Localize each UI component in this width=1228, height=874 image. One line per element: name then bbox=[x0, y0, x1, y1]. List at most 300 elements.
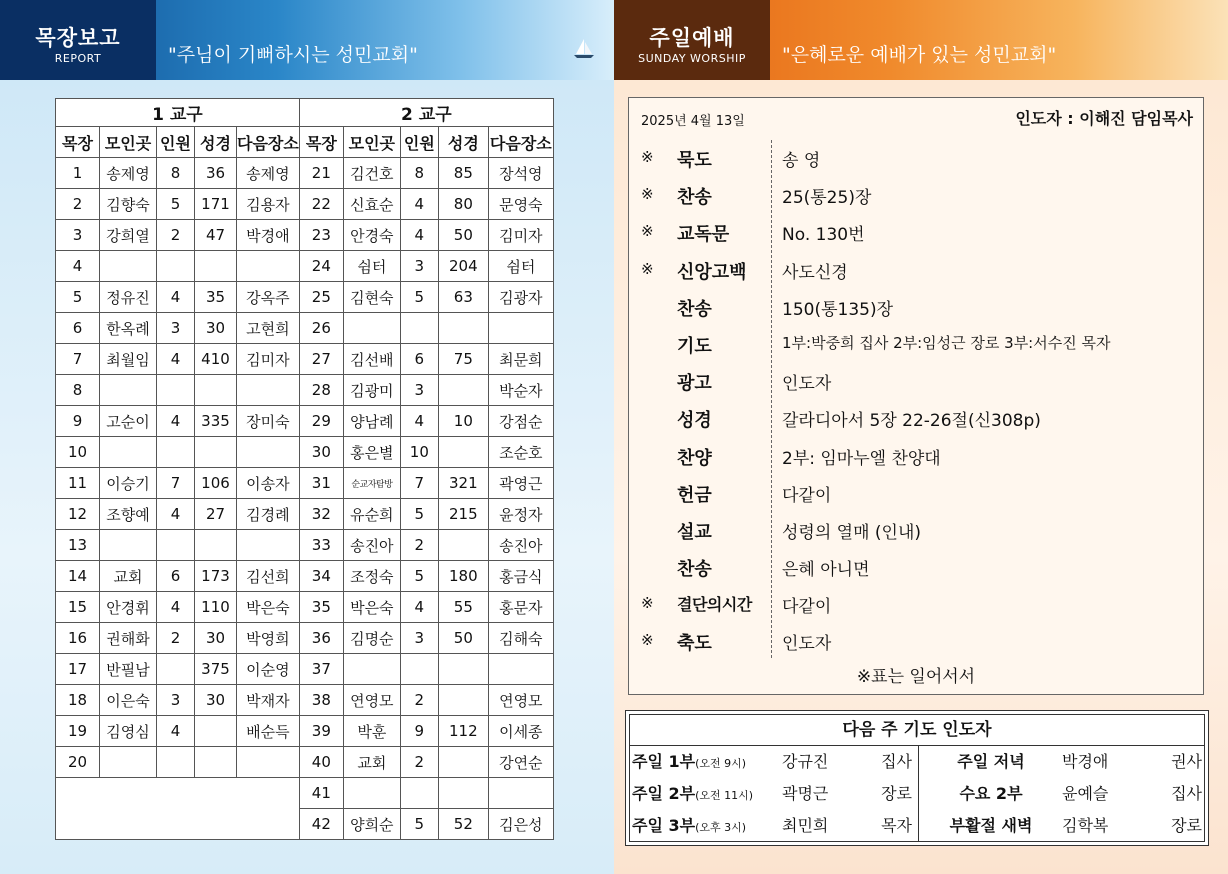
worship-item-value: 2부: 임마누엘 찬양대 bbox=[782, 448, 941, 469]
table-cell: 33 bbox=[299, 530, 343, 561]
service-time: (오후 3시) bbox=[695, 821, 747, 834]
next-week-prayer-box bbox=[625, 710, 1209, 846]
table-row bbox=[56, 437, 554, 468]
table-cell bbox=[100, 251, 157, 282]
table-cell: 4 bbox=[157, 592, 195, 623]
table-cell: 2 bbox=[56, 189, 100, 220]
table-cell: 34 bbox=[299, 561, 343, 592]
table-cell bbox=[343, 778, 400, 809]
table-cell: 3 bbox=[56, 220, 100, 251]
table-row bbox=[56, 375, 554, 406]
worship-item-value: 다같이 bbox=[782, 485, 832, 506]
table-cell bbox=[157, 437, 195, 468]
worship-item-value: 갈라디아서 5장 22-26절(신308p) bbox=[782, 411, 1041, 432]
table-cell: 박은숙 bbox=[343, 592, 400, 623]
worship-item-value: 인도자 bbox=[782, 374, 832, 395]
table-cell: 4 bbox=[400, 220, 438, 251]
table-cell: 38 bbox=[299, 685, 343, 716]
prayer-leader-name: 최민희 bbox=[782, 816, 829, 835]
table-cell: 김해숙 bbox=[488, 623, 553, 654]
table-cell: 28 bbox=[299, 375, 343, 406]
table-cell: 양남례 bbox=[343, 406, 400, 437]
worship-header bbox=[614, 0, 1228, 80]
table-cell: 송진아 bbox=[488, 530, 553, 561]
worship-item-value: No. 130번 bbox=[782, 225, 865, 246]
table-cell: 송제영 bbox=[237, 158, 300, 189]
column-header: 성경 bbox=[438, 127, 488, 158]
table-cell: 김선배 bbox=[343, 344, 400, 375]
district-2-heading: 2 교구 bbox=[299, 99, 553, 127]
table-cell: 35 bbox=[195, 282, 237, 313]
table-cell: 박순자 bbox=[488, 375, 553, 406]
table-cell: 이순영 bbox=[237, 654, 300, 685]
table-cell: 김은성 bbox=[488, 809, 553, 840]
table-cell: 26 bbox=[299, 313, 343, 344]
prayer-box-divider bbox=[918, 746, 919, 841]
prayer-leader-role: 목자 bbox=[881, 816, 912, 835]
table-cell: 김건호 bbox=[343, 158, 400, 189]
column-header: 목장 bbox=[299, 127, 343, 158]
table-cell: 4 bbox=[157, 344, 195, 375]
table-cell: 장미숙 bbox=[237, 406, 300, 437]
cell-group-report-table bbox=[55, 98, 554, 840]
table-cell: 42 bbox=[299, 809, 343, 840]
table-cell: 7 bbox=[400, 468, 438, 499]
column-header: 인원 bbox=[157, 127, 195, 158]
table-cell: 30 bbox=[195, 623, 237, 654]
worship-logo-title: 주일예배 bbox=[649, 26, 735, 50]
table-cell: 1 bbox=[56, 158, 100, 189]
table-cell bbox=[157, 530, 195, 561]
table-cell: 63 bbox=[438, 282, 488, 313]
column-header: 모인곳 bbox=[100, 127, 157, 158]
table-cell: 김용자 bbox=[237, 189, 300, 220]
worship-item-name: 헌금 bbox=[677, 484, 712, 506]
prayer-box-title: 다음 주 기도 인도자 bbox=[630, 715, 1204, 746]
table-cell: 55 bbox=[438, 592, 488, 623]
table-row bbox=[56, 189, 554, 220]
table-cell: 순교자탐방 bbox=[343, 468, 400, 499]
table-cell: 173 bbox=[195, 561, 237, 592]
table-cell: 180 bbox=[438, 561, 488, 592]
table-cell: 최문희 bbox=[488, 344, 553, 375]
stand-mark: ※ bbox=[641, 185, 654, 204]
worship-item-name: 묵도 bbox=[677, 150, 712, 171]
table-cell bbox=[100, 530, 157, 561]
worship-order-item bbox=[629, 140, 1203, 177]
prayer-leader-role: 권사 bbox=[1171, 752, 1202, 771]
table-cell bbox=[237, 251, 300, 282]
column-header: 다음장소 bbox=[237, 127, 300, 158]
table-cell bbox=[237, 530, 300, 561]
worship-item-name: 교독문 bbox=[677, 224, 730, 246]
worship-order-item bbox=[629, 512, 1203, 549]
district-1-heading: 1 교구 bbox=[56, 99, 300, 127]
table-cell: 김미자 bbox=[237, 344, 300, 375]
table-cell: 8 bbox=[56, 375, 100, 406]
table-cell: 30 bbox=[195, 313, 237, 344]
table-cell bbox=[100, 375, 157, 406]
sailboat-icon bbox=[572, 38, 596, 60]
table-cell: 27 bbox=[195, 499, 237, 530]
worship-order-item bbox=[629, 475, 1203, 512]
table-cell bbox=[488, 654, 553, 685]
table-cell: 171 bbox=[195, 189, 237, 220]
table-cell bbox=[157, 654, 195, 685]
prayer-leader-role: 장로 bbox=[1171, 816, 1202, 835]
table-cell bbox=[237, 375, 300, 406]
worship-order-item bbox=[629, 400, 1203, 437]
worship-item-value: 은혜 아니면 bbox=[782, 560, 870, 581]
worship-item-name: 신앙고백 bbox=[677, 261, 747, 283]
worship-order-box bbox=[628, 97, 1204, 695]
table-cell: 김광미 bbox=[343, 375, 400, 406]
table-cell: 3 bbox=[400, 375, 438, 406]
table-cell bbox=[343, 313, 400, 344]
column-header: 목장 bbox=[56, 127, 100, 158]
table-cell: 52 bbox=[438, 809, 488, 840]
column-header: 인원 bbox=[400, 127, 438, 158]
worship-order-item bbox=[629, 623, 1203, 660]
table-cell: 송진아 bbox=[343, 530, 400, 561]
table-cell: 곽영근 bbox=[488, 468, 553, 499]
worship-order-list bbox=[629, 140, 1203, 661]
table-cell bbox=[400, 654, 438, 685]
table-cell: 박영희 bbox=[237, 623, 300, 654]
prayer-leader-name: 박경애 bbox=[1062, 752, 1109, 771]
worship-item-value: 인도자 bbox=[782, 634, 832, 655]
prayer-leader-name: 곽명근 bbox=[782, 784, 829, 803]
table-cell: 유순희 bbox=[343, 499, 400, 530]
table-cell: 김향숙 bbox=[100, 189, 157, 220]
prayer-service-label: 수요 2부 bbox=[959, 784, 1023, 803]
table-cell: 5 bbox=[56, 282, 100, 313]
worship-item-value: 150(통135)장 bbox=[782, 299, 894, 320]
table-cell: 29 bbox=[299, 406, 343, 437]
table-cell: 이송자 bbox=[237, 468, 300, 499]
worship-order-item bbox=[629, 549, 1203, 586]
table-cell: 10 bbox=[400, 437, 438, 468]
table-cell: 3 bbox=[400, 623, 438, 654]
stand-mark: ※ bbox=[641, 222, 654, 241]
worship-item-name: 광고 bbox=[677, 373, 712, 395]
table-cell: 김선희 bbox=[237, 561, 300, 592]
table-row bbox=[56, 406, 554, 437]
worship-item-value: 25(통25)장 bbox=[782, 188, 872, 209]
table-cell bbox=[195, 251, 237, 282]
table-cell: 37 bbox=[299, 654, 343, 685]
table-cell: 5 bbox=[400, 282, 438, 313]
table-cell: 204 bbox=[438, 251, 488, 282]
table-cell: 배순득 bbox=[237, 716, 300, 747]
table-cell bbox=[438, 530, 488, 561]
table-cell: 7 bbox=[157, 468, 195, 499]
table-cell: 18 bbox=[56, 685, 100, 716]
report-slogan: "주님이 기뻐하시는 성민교회" bbox=[168, 44, 418, 66]
table-cell: 375 bbox=[195, 654, 237, 685]
report-logo-title: 목장보고 bbox=[35, 26, 121, 50]
table-cell: 박훈 bbox=[343, 716, 400, 747]
table-cell: 19 bbox=[56, 716, 100, 747]
worship-order-item bbox=[629, 214, 1203, 251]
table-cell: 강옥주 bbox=[237, 282, 300, 313]
table-row bbox=[56, 158, 554, 189]
table-row bbox=[56, 561, 554, 592]
table-cell: 6 bbox=[157, 561, 195, 592]
table-row bbox=[56, 251, 554, 282]
table-cell: 4 bbox=[56, 251, 100, 282]
table-row bbox=[56, 623, 554, 654]
table-cell: 47 bbox=[195, 220, 237, 251]
table-row bbox=[56, 747, 554, 778]
table-row bbox=[56, 313, 554, 344]
worship-order-item bbox=[629, 363, 1203, 400]
worship-order-item bbox=[629, 252, 1203, 289]
table-cell bbox=[237, 437, 300, 468]
table-cell bbox=[438, 437, 488, 468]
table-cell: 김영심 bbox=[100, 716, 157, 747]
table-cell: 8 bbox=[157, 158, 195, 189]
table-cell bbox=[438, 375, 488, 406]
standing-note: ※표는 일어서서 bbox=[856, 667, 976, 687]
table-cell bbox=[343, 654, 400, 685]
worship-item-name: 찬양 bbox=[677, 447, 712, 469]
worship-item-value: 1부:박중희 집사 2부:임성근 장로 3부:서수진 목자 bbox=[782, 333, 1111, 352]
worship-order-item bbox=[629, 438, 1203, 475]
worship-leader: 인도자 : 이해진 담임목사 bbox=[1015, 109, 1193, 128]
service-time: (오전 9시) bbox=[695, 757, 747, 770]
prayer-leader-role: 집사 bbox=[1171, 784, 1202, 803]
table-row bbox=[56, 530, 554, 561]
table-cell: 36 bbox=[195, 158, 237, 189]
worship-order-item bbox=[629, 289, 1203, 326]
table-cell bbox=[195, 747, 237, 778]
table-cell: 조향예 bbox=[100, 499, 157, 530]
table-cell: 안경숙 bbox=[343, 220, 400, 251]
worship-item-value: 다같이 bbox=[782, 597, 832, 618]
stand-mark: ※ bbox=[641, 631, 654, 650]
table-cell: 50 bbox=[438, 220, 488, 251]
table-cell: 한옥례 bbox=[100, 313, 157, 344]
worship-order-item bbox=[629, 326, 1203, 363]
table-cell bbox=[488, 778, 553, 809]
report-logo bbox=[0, 0, 156, 80]
table-cell: 박경애 bbox=[237, 220, 300, 251]
table-cell: 2 bbox=[157, 623, 195, 654]
table-cell: 13 bbox=[56, 530, 100, 561]
table-cell: 4 bbox=[400, 189, 438, 220]
worship-item-value: 사도신경 bbox=[782, 262, 848, 283]
table-cell: 홍금식 bbox=[488, 561, 553, 592]
table-cell: 10 bbox=[56, 437, 100, 468]
table-cell: 강점순 bbox=[488, 406, 553, 437]
worship-item-value: 송 영 bbox=[782, 151, 821, 171]
worship-order-item bbox=[629, 177, 1203, 214]
table-cell: 고순이 bbox=[100, 406, 157, 437]
table-cell: 85 bbox=[438, 158, 488, 189]
table-cell: 4 bbox=[157, 499, 195, 530]
table-cell: 5 bbox=[157, 189, 195, 220]
table-cell: 321 bbox=[438, 468, 488, 499]
table-cell: 최월임 bbox=[100, 344, 157, 375]
table-cell: 23 bbox=[299, 220, 343, 251]
prayer-service-label bbox=[632, 778, 782, 810]
column-header: 모인곳 bbox=[343, 127, 400, 158]
table-cell bbox=[400, 778, 438, 809]
worship-item-name: 기도 bbox=[677, 335, 712, 357]
prayer-service-label: 부활절 새벽 bbox=[949, 816, 1033, 835]
prayer-leader-role: 장로 bbox=[881, 784, 912, 803]
table-cell: 50 bbox=[438, 623, 488, 654]
table-cell: 4 bbox=[400, 592, 438, 623]
table-cell: 39 bbox=[299, 716, 343, 747]
table-cell bbox=[438, 313, 488, 344]
prayer-leader-role: 집사 bbox=[881, 752, 912, 771]
table-cell: 양희순 bbox=[343, 809, 400, 840]
table-row bbox=[56, 499, 554, 530]
table-cell bbox=[195, 437, 237, 468]
table-cell: 215 bbox=[438, 499, 488, 530]
table-row bbox=[56, 220, 554, 251]
table-row bbox=[56, 778, 554, 809]
table-cell: 3 bbox=[157, 313, 195, 344]
table-cell: 김명순 bbox=[343, 623, 400, 654]
table-cell bbox=[157, 375, 195, 406]
worship-order-item bbox=[629, 586, 1203, 623]
table-cell: 106 bbox=[195, 468, 237, 499]
table-cell: 5 bbox=[400, 561, 438, 592]
worship-item-name: 설교 bbox=[677, 521, 712, 543]
table-cell: 신효순 bbox=[343, 189, 400, 220]
table-cell: 조정숙 bbox=[343, 561, 400, 592]
table-cell: 4 bbox=[157, 716, 195, 747]
table-cell bbox=[438, 685, 488, 716]
table-cell: 16 bbox=[56, 623, 100, 654]
table-cell: 3 bbox=[400, 251, 438, 282]
service-time: (오전 11시) bbox=[695, 789, 754, 802]
prayer-leader-name: 강규진 bbox=[782, 752, 829, 771]
table-cell bbox=[488, 313, 553, 344]
prayer-service-label bbox=[632, 810, 782, 842]
table-cell: 정유진 bbox=[100, 282, 157, 313]
prayer-service-label: 주일 저녁 bbox=[957, 752, 1025, 771]
table-cell: 강희열 bbox=[100, 220, 157, 251]
table-cell: 이세종 bbox=[488, 716, 553, 747]
table-cell: 장석영 bbox=[488, 158, 553, 189]
worship-logo-subtitle: SUNDAY WORSHIP bbox=[638, 52, 746, 65]
stand-mark: ※ bbox=[641, 148, 654, 166]
table-row bbox=[56, 716, 554, 747]
table-cell: 홍문자 bbox=[488, 592, 553, 623]
worship-item-name: 찬송 bbox=[677, 559, 712, 581]
table-row bbox=[56, 468, 554, 499]
table-cell: 15 bbox=[56, 592, 100, 623]
table-cell bbox=[195, 530, 237, 561]
table-cell: 14 bbox=[56, 561, 100, 592]
table-cell bbox=[157, 747, 195, 778]
table-cell: 22 bbox=[299, 189, 343, 220]
table-cell: 35 bbox=[299, 592, 343, 623]
table-cell: 연영모 bbox=[343, 685, 400, 716]
table-cell: 2 bbox=[157, 220, 195, 251]
table-cell: 고현희 bbox=[237, 313, 300, 344]
table-cell bbox=[438, 747, 488, 778]
table-cell: 홍은별 bbox=[343, 437, 400, 468]
table-row bbox=[56, 344, 554, 375]
table-cell: 박재자 bbox=[237, 685, 300, 716]
table-cell: 송제영 bbox=[100, 158, 157, 189]
worship-slogan: "은혜로운 예배가 있는 성민교회" bbox=[782, 44, 1057, 66]
table-cell bbox=[237, 747, 300, 778]
table-cell: 5 bbox=[400, 499, 438, 530]
worship-item-name: 찬송 bbox=[677, 187, 712, 209]
table-cell: 4 bbox=[157, 406, 195, 437]
table-cell: 7 bbox=[56, 344, 100, 375]
service-name: 주일 1부 bbox=[632, 752, 696, 771]
service-name: 주일 3부 bbox=[632, 816, 696, 835]
table-cell: 80 bbox=[438, 189, 488, 220]
worship-item-value: 성령의 열매 (인내) bbox=[782, 522, 922, 543]
table-cell bbox=[195, 716, 237, 747]
table-cell bbox=[100, 437, 157, 468]
stand-mark: ※ bbox=[641, 259, 654, 278]
table-cell: 4 bbox=[400, 406, 438, 437]
prayer-leader-name: 윤예슬 bbox=[1062, 784, 1109, 803]
table-cell: 이은숙 bbox=[100, 685, 157, 716]
column-header: 성경 bbox=[195, 127, 237, 158]
table-cell: 30 bbox=[299, 437, 343, 468]
table-cell: 쉼터 bbox=[343, 251, 400, 282]
table-cell: 30 bbox=[195, 685, 237, 716]
worship-item-name: 축도 bbox=[677, 633, 712, 655]
table-cell: 410 bbox=[195, 344, 237, 375]
table-cell: 41 bbox=[299, 778, 343, 809]
table-cell: 교회 bbox=[343, 747, 400, 778]
table-cell: 11 bbox=[56, 468, 100, 499]
table-cell: 8 bbox=[400, 158, 438, 189]
worship-date: 2025년 4월 13일 bbox=[641, 114, 745, 129]
table-cell: 김경례 bbox=[237, 499, 300, 530]
table-cell: 10 bbox=[438, 406, 488, 437]
table-cell: 335 bbox=[195, 406, 237, 437]
table-cell: 문영숙 bbox=[488, 189, 553, 220]
table-cell: 박은숙 bbox=[237, 592, 300, 623]
table-cell: 12 bbox=[56, 499, 100, 530]
table-cell: 21 bbox=[299, 158, 343, 189]
table-cell: 40 bbox=[299, 747, 343, 778]
table-cell: 31 bbox=[299, 468, 343, 499]
table-cell: 조순호 bbox=[488, 437, 553, 468]
service-name: 주일 2부 bbox=[632, 784, 696, 803]
table-cell: 20 bbox=[56, 747, 100, 778]
stand-mark: ※ bbox=[641, 594, 654, 613]
table-cell: 4 bbox=[157, 282, 195, 313]
worship-item-name: 성경 bbox=[677, 410, 712, 432]
table-cell: 9 bbox=[400, 716, 438, 747]
prayer-leader-name: 김학복 bbox=[1062, 816, 1109, 835]
table-cell: 윤정자 bbox=[488, 499, 553, 530]
table-cell: 이승기 bbox=[100, 468, 157, 499]
column-header: 다음장소 bbox=[488, 127, 553, 158]
worship-item-name: 결단의시간 bbox=[677, 595, 752, 615]
table-cell bbox=[438, 654, 488, 685]
table-cell: 112 bbox=[438, 716, 488, 747]
table-row bbox=[56, 654, 554, 685]
table-cell bbox=[438, 778, 488, 809]
table-cell: 75 bbox=[438, 344, 488, 375]
table-cell: 32 bbox=[299, 499, 343, 530]
table-cell: 24 bbox=[299, 251, 343, 282]
